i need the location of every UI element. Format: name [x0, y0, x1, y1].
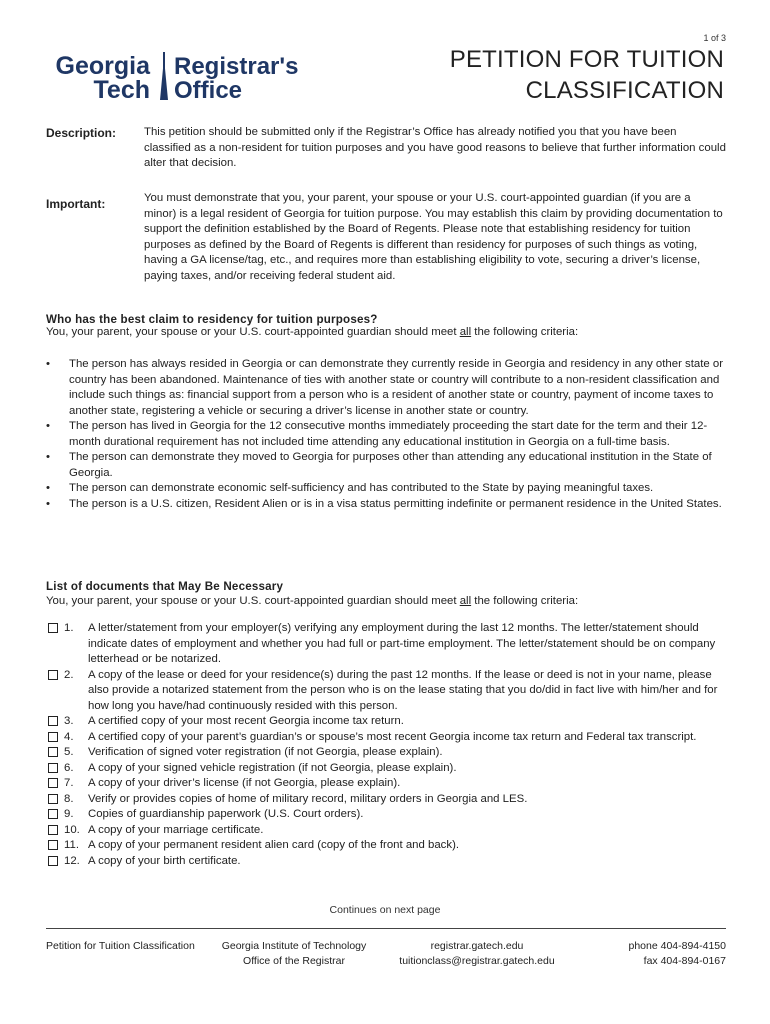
intro-text-before: You, your parent, your spouse or your U.S. court-appointed guardian should meet	[46, 595, 460, 607]
footer-contact	[380, 939, 574, 969]
criteria-list	[46, 357, 730, 512]
documents-intro	[46, 595, 578, 607]
title-line-1: PETITION FOR TUITION	[449, 46, 724, 73]
footer-fax: fax 404-894-0167	[643, 955, 726, 967]
item-number: 1.	[64, 622, 74, 634]
logo-tech-text: Tech	[93, 76, 150, 104]
document-item-9	[46, 807, 730, 823]
item-number: 10.	[64, 823, 80, 836]
bullet-marker: •	[46, 482, 50, 494]
document-checkbox-11[interactable]	[48, 840, 58, 850]
document-checkbox-6[interactable]	[48, 763, 58, 773]
page-title	[450, 44, 724, 106]
intro-text-before: You, your parent, your spouse or your U.S. court-appointed guardian should meet	[46, 326, 460, 338]
documents-checklist	[46, 621, 730, 869]
important-label: Important:	[46, 197, 106, 211]
footer-institution	[206, 939, 382, 969]
footer-form-name: Petition for Tuition Classification	[46, 940, 195, 952]
list-item	[46, 450, 730, 481]
title-line-2: CLASSIFICATION	[525, 77, 724, 104]
list-item	[46, 357, 730, 419]
item-number: 7.	[64, 777, 74, 789]
bullet-marker: •	[46, 497, 50, 510]
item-text: A copy of your permanent resident alien card (copy of the front and back).	[88, 839, 460, 851]
item-text: Copies of guardianship paperwork (U.S. Court orders).	[88, 808, 364, 820]
footer-website-link[interactable]: registrar.gatech.edu	[430, 940, 524, 952]
document-checkbox-10[interactable]	[48, 825, 58, 835]
intro-text-after: the following criteria:	[471, 595, 579, 607]
logo-registrars-text: Registrar's	[174, 53, 299, 80]
criteria-text: The person can demonstrate they moved to Georgia for purposes other than attending any educational institution in the State of Georgia.	[69, 451, 712, 479]
footer-divider	[46, 928, 726, 929]
document-checkbox-7[interactable]	[48, 778, 58, 788]
item-number: 4.	[64, 730, 74, 743]
document-checkbox-1[interactable]	[48, 623, 58, 633]
item-number: 5.	[64, 746, 74, 758]
item-text: Verification of signed voter registration (if not Georgia, please explain).	[88, 746, 443, 758]
document-item-6	[46, 761, 730, 777]
document-checkbox-9[interactable]	[48, 809, 58, 819]
logo-office-text: Office	[174, 77, 243, 104]
document-checkbox-8[interactable]	[48, 794, 58, 804]
list-item	[46, 497, 730, 513]
important-text: You must demonstrate that you, your parent, your spouse or your U.S. court-appointed guardian (if you are a minor) is a legal resident of Georgia for tuition purpose. You may establish this claim by providing documentation to support the definition established by the Board of Regents. Please note that establishing residency for tuition purposes as defined by the Board of Regents is different than residency for purposes of such things as voting, having a GA license/tag, etc., and requires more than establishing eligibility to vote, securing a driver’s license, paying taxes, and/or receiving federal student aid.	[144, 192, 723, 282]
item-text: A certified copy of your parent’s guardian’s or spouse’s most recent Georgia income tax return and Federal tax transcript.	[88, 730, 697, 743]
georgia-tech-registrar-logo	[46, 48, 326, 104]
institution-office: Office of the Registrar	[243, 955, 345, 967]
document-item-11	[46, 838, 730, 854]
item-text: A letter/statement from your employer(s) verifying any employment during the last 12 months. The letter/statement should indicate dates of employment and whether you had full or part-time employment. The letter/statement should be on company letterhead or be notarized.	[88, 622, 716, 665]
documents-heading: List of documents that May Be Necessary	[46, 580, 284, 593]
item-text: A copy of the lease or deed for your residence(s) during the past 12 months. If the lease or deed is not in your name, please also provide a notarized statement from the person who is on the lease stating that you do/did in fact live with him/her and for how long you have/had continuously resided with this person.	[88, 668, 718, 712]
footer-email-link[interactable]: tuitionclass@registrar.gatech.edu	[399, 955, 555, 967]
document-item-3	[46, 714, 730, 730]
item-number: 9.	[64, 808, 74, 820]
criteria-text: The person can demonstrate economic self-sufficiency and has contributed to the State by paying meaningful taxes.	[69, 482, 654, 494]
tower-icon	[160, 52, 168, 100]
item-number: 8.	[64, 792, 74, 805]
document-item-12	[46, 854, 730, 870]
footer-phone-fax	[628, 939, 726, 969]
description-text: This petition should be submitted only if the Registrar’s Office has already notified you that you have been classified as a non-resident for tuition purposes and you have good reasons to believe that further information could alter that decision.	[144, 126, 726, 170]
document-item-10	[46, 823, 730, 839]
logo-georgia-text: Georgia	[55, 52, 150, 80]
criteria-text: The person has always resided in Georgia or can demonstrate they currently reside in Georgia and residency in any other state or country has been abandoned. Maintenance of ties with another state or country will contribute to a non-resident classification and include such things as: financial support from a person who is a resident of another state or country, payment of income taxes to another state, registering a vehicle or securing a driver’s license in another state or country.	[69, 358, 724, 417]
footer-phone: phone 404-894-4150	[628, 940, 726, 952]
intro-text-after: the following criteria:	[471, 326, 579, 338]
institution-name: Georgia Institute of Technology	[221, 940, 367, 952]
item-text: A copy of your driver’s license (if not Georgia, please explain).	[88, 777, 401, 789]
description-label: Description:	[46, 126, 117, 140]
document-item-8	[46, 792, 730, 808]
page-number: 1 of 3	[703, 33, 726, 43]
intro-emphasis: all	[459, 595, 472, 607]
item-number: 3.	[64, 715, 74, 727]
document-checkbox-3[interactable]	[48, 716, 58, 726]
bullet-marker: •	[46, 451, 50, 463]
item-text: A copy of your marriage certificate.	[88, 823, 264, 836]
item-text: A certified copy of your most recent Georgia income tax return.	[88, 715, 404, 727]
document-item-4	[46, 730, 730, 746]
intro-emphasis: all	[459, 326, 472, 338]
item-number: 12.	[64, 854, 80, 867]
item-text: A copy of your birth certificate.	[88, 854, 241, 867]
criteria-text: The person is a U.S. citizen, Resident Alien or is in a visa status permitting indefinite or permanent residence in the United States.	[69, 497, 722, 510]
document-item-2	[46, 668, 730, 715]
bullet-marker: •	[46, 420, 50, 432]
residency-claim-heading: Who has the best claim to residency for tuition purposes?	[46, 313, 378, 326]
item-text: Verify or provides copies of home of military record, military orders in Georgia and LES.	[88, 792, 528, 805]
document-item-5	[46, 745, 730, 761]
continues-note: Continues on next page	[329, 904, 441, 916]
list-item	[46, 481, 730, 497]
item-number: 6.	[64, 761, 74, 774]
document-item-7	[46, 776, 730, 792]
document-checkbox-5[interactable]	[48, 747, 58, 757]
document-checkbox-4[interactable]	[48, 732, 58, 742]
list-item	[46, 419, 730, 450]
item-number: 2.	[64, 668, 74, 681]
criteria-text: The person has lived in Georgia for the 12 consecutive months immediately proceeding the start date for the term and their 12-month durational requirement has not included time attending any educational institution in Georgia on a full-time basis.	[69, 420, 708, 448]
document-checkbox-12[interactable]	[48, 856, 58, 866]
bullet-marker: •	[46, 358, 50, 370]
document-checkbox-2[interactable]	[48, 670, 58, 680]
item-text: A copy of your signed vehicle registration (if not Georgia, please explain).	[88, 761, 457, 774]
document-item-1	[46, 621, 730, 668]
item-number: 11.	[64, 839, 79, 851]
residency-claim-intro	[46, 326, 578, 338]
